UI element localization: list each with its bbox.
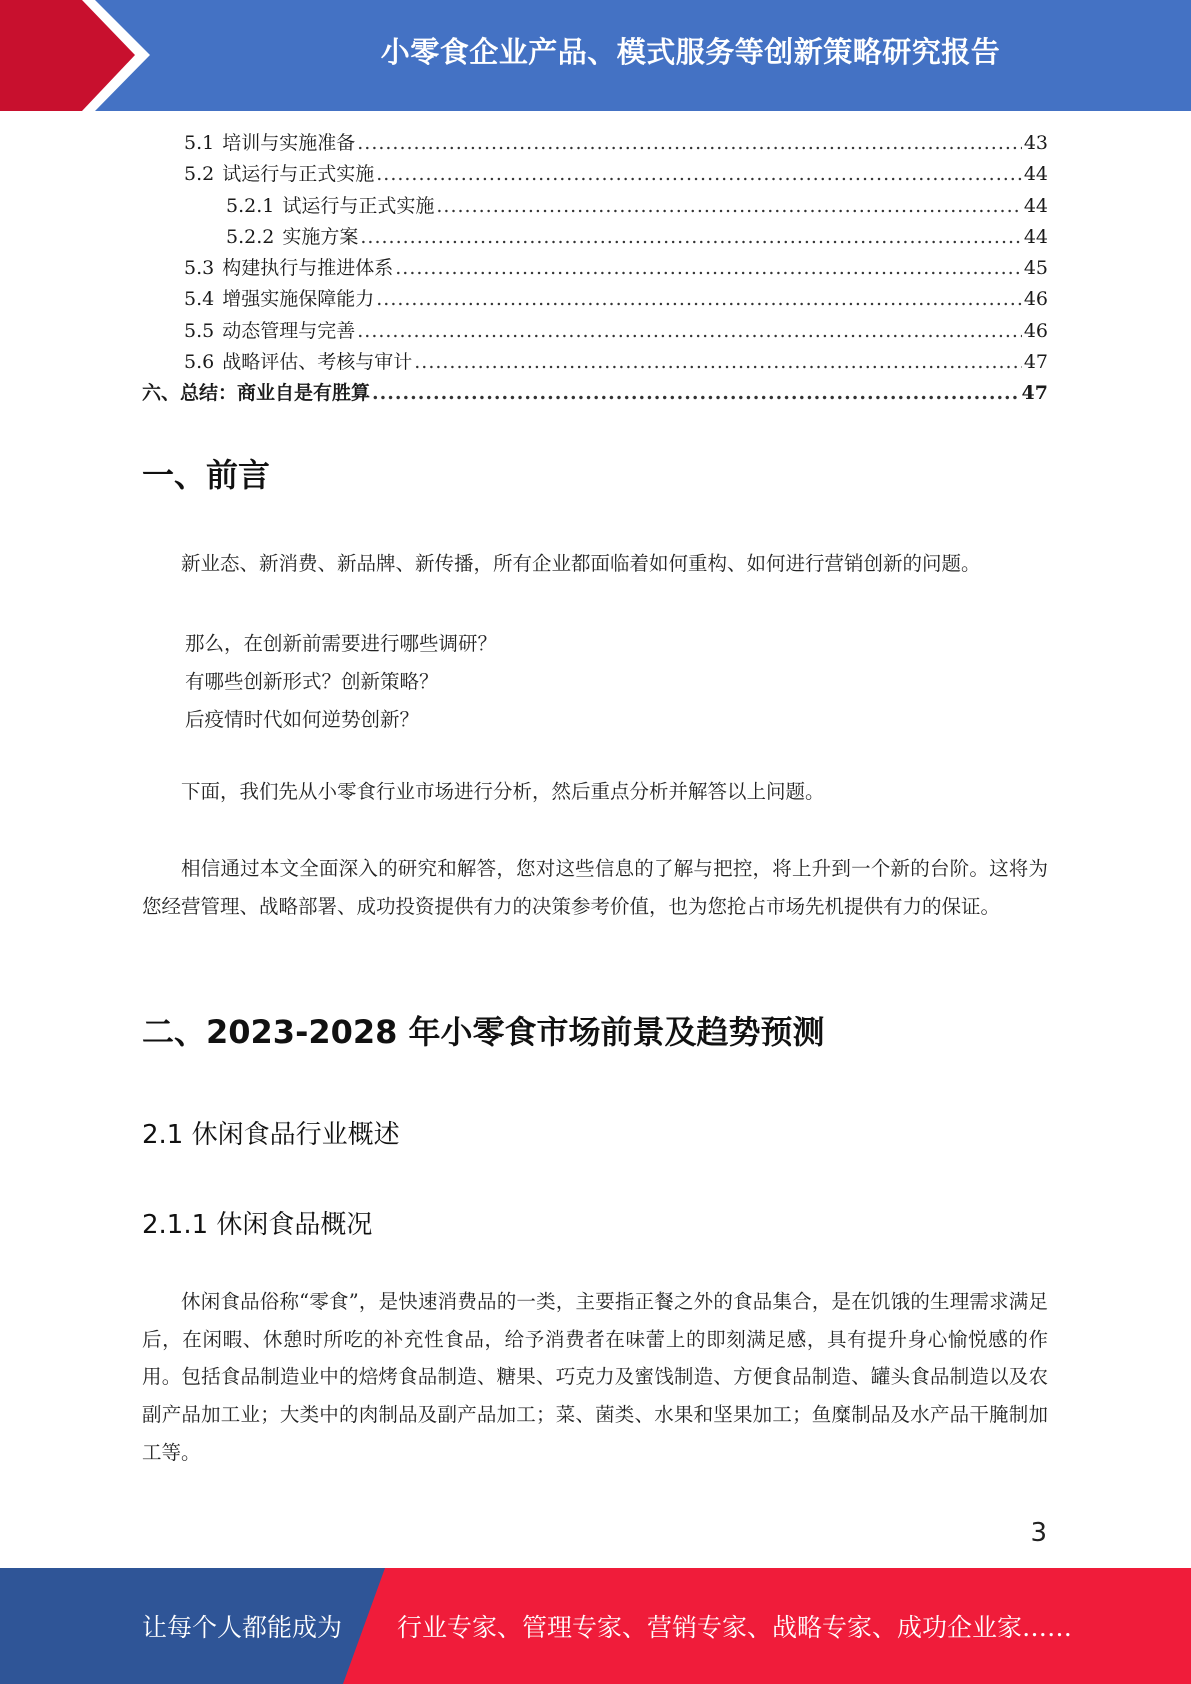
toc-page: 45 — [1023, 257, 1048, 280]
toc-leader-dots — [395, 257, 1022, 279]
toc-entry[interactable] — [142, 128, 1048, 159]
toc-number: 5.2.2 — [226, 225, 275, 248]
subsection-heading: 2.1.1 休闲食品概况 — [142, 1210, 373, 1240]
toc-number: 5.5 — [184, 319, 215, 342]
toc-entry[interactable] — [142, 222, 1048, 253]
toc-page: 43 — [1023, 132, 1048, 154]
header-red-arrow — [0, 0, 150, 111]
toc-page: 44 — [1023, 194, 1048, 217]
toc-label: 培训与实施准备 — [222, 132, 356, 154]
table-of-contents — [142, 128, 1048, 410]
toc-entry[interactable] — [142, 253, 1048, 284]
toc-entry[interactable] — [142, 159, 1048, 190]
toc-leader-dots — [414, 351, 1022, 373]
toc-number: 六、 — [142, 382, 181, 405]
toc-page: 47 — [1021, 382, 1048, 405]
toc-number: 5.2.1 — [226, 194, 275, 217]
paragraph: 新业态、新消费、新品牌、新传播，所有企业都面临着如何重构、如何进行营销创新的问题。 — [181, 552, 981, 575]
toc-page: 44 — [1023, 225, 1048, 248]
section-heading-preface: 一、前言 — [142, 456, 271, 494]
paragraph: 休闲食品俗称“零食”，是快速消费品的一类，主要指正餐之外的食品集合，是在饥饿的生理需求满足后，在闲暇、休憩时所吃的补充性食品，给予消费者在味蕾上的即刻满足感，具有提升身心愉悦感的作用。包括食品制造业中的焙烤食品制造、糖果、巧克力及蜜饯制造、方便食品制造、罐头食品制造以及农副产品加工业；大类中的肉制品及副产品加工；菜、菌类、水果和坚果加工；鱼糜制品及水产品干腌制加工等。 — [142, 1290, 1048, 1464]
toc-leader-dots — [372, 382, 1020, 404]
toc-leader-dots — [376, 288, 1022, 310]
toc-leader-dots — [357, 320, 1022, 342]
toc-label: 战略评估、考核与审计 — [222, 351, 413, 374]
toc-entry[interactable] — [142, 347, 1048, 378]
toc-page: 46 — [1023, 288, 1048, 311]
toc-label: 增强实施保障能力 — [222, 288, 375, 311]
toc-number: 5.3 — [184, 257, 215, 280]
toc-number: 5.1 — [184, 132, 215, 154]
report-title: 小零食企业产品、模式服务等创新策略研究报告 — [380, 34, 1001, 69]
toc-entry[interactable] — [142, 284, 1048, 315]
toc-label: 试运行与正式实施 — [222, 163, 375, 186]
question-line: 有哪些创新形式？创新策略？ — [185, 670, 439, 693]
toc-entry[interactable] — [142, 378, 1048, 409]
footer-slogan-left: 让每个人都能成为 — [142, 1613, 343, 1642]
toc-number: 5.2 — [184, 163, 215, 186]
toc-label: 实施方案 — [282, 225, 359, 248]
toc-entry[interactable] — [142, 316, 1048, 347]
toc-label: 构建执行与推进体系 — [222, 257, 394, 280]
toc-leader-dots — [436, 195, 1021, 217]
toc-label: 试运行与正式实施 — [282, 194, 435, 217]
toc-number: 5.6 — [184, 351, 215, 374]
toc-entry[interactable] — [142, 191, 1048, 222]
toc-page: 44 — [1023, 163, 1048, 186]
toc-leader-dots — [376, 163, 1022, 185]
toc-page: 46 — [1023, 319, 1048, 342]
toc-label: 总结：商业自是有胜算 — [180, 382, 371, 405]
toc-label: 动态管理与完善 — [222, 319, 356, 342]
toc-page: 47 — [1023, 351, 1048, 374]
page-footer — [0, 1568, 1191, 1684]
subsection-heading: 2.1 休闲食品行业概述 — [142, 1120, 400, 1150]
footer-slogan-right: 行业专家、管理专家、营销专家、战略专家、成功企业家…… — [397, 1613, 1073, 1642]
paragraph: 下面，我们先从小零食行业市场进行分析，然后重点分析并解答以上问题。 — [181, 780, 825, 803]
toc-leader-dots — [360, 226, 1021, 248]
question-line: 后疫情时代如何逆势创新？ — [185, 708, 420, 731]
page-header — [0, 0, 1191, 111]
paragraph: 相信通过本文全面深入的研究和解答，您对这些信息的了解与把控，将上升到一个新的台阶。这将为您经营管理、战略部署、成功投资提供有力的决策参考价值，也为您抢占市场先机提供有力的保证。 — [142, 857, 1048, 918]
question-line: 那么，在创新前需要进行哪些调研？ — [185, 632, 498, 655]
section-heading-market-outlook: 二、2023-2028 年小零食市场前景及趋势预测 — [142, 1013, 825, 1051]
toc-number: 5.4 — [184, 288, 215, 311]
toc-leader-dots — [357, 132, 1022, 154]
page-number: 3 — [1030, 1518, 1047, 1548]
